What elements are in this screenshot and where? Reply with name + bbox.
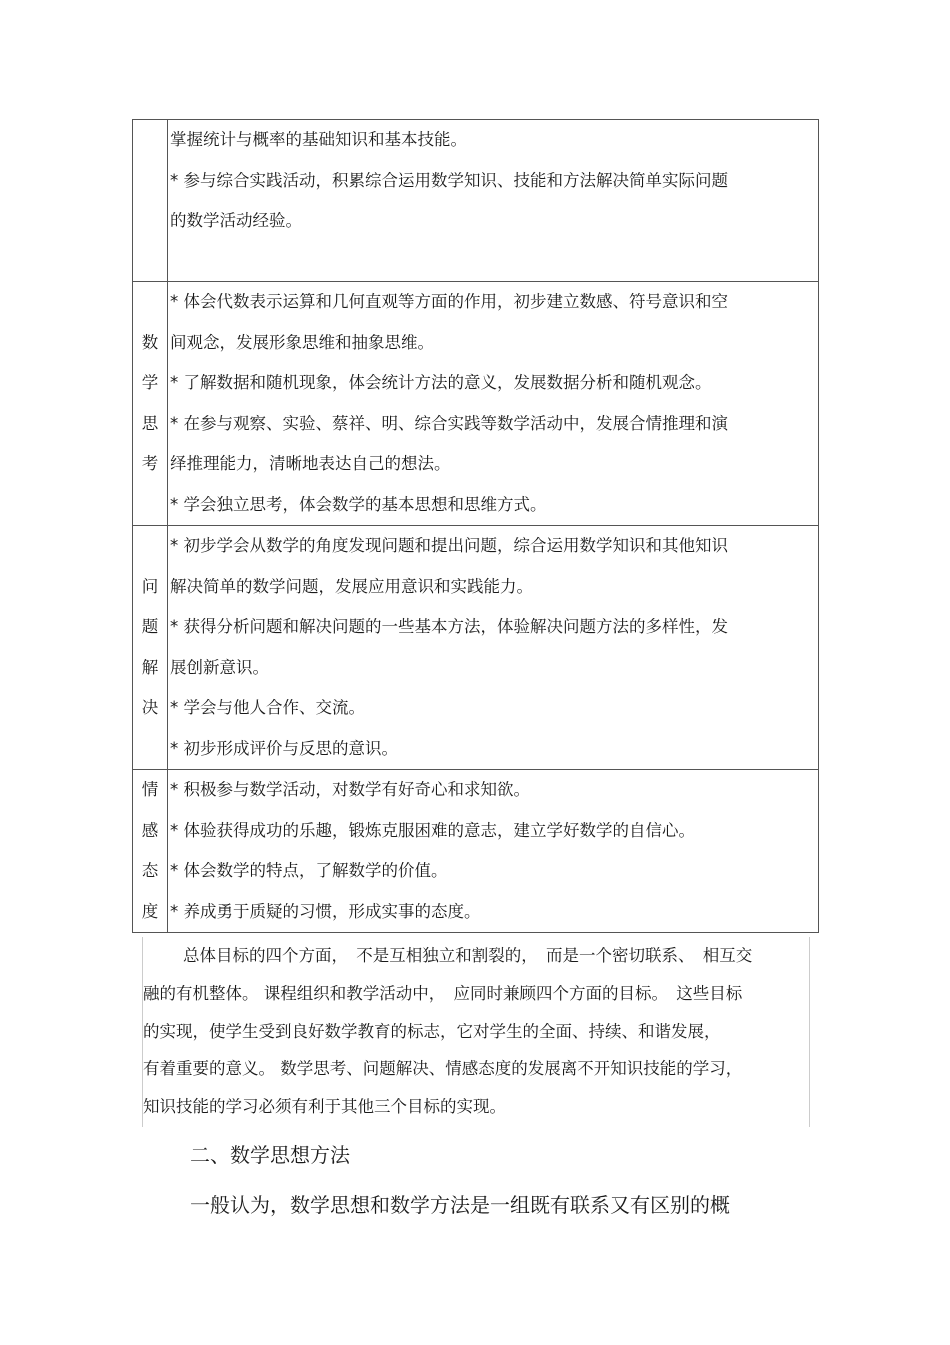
content-line: * 体会代数表示运算和几何直观等方面的作用，初步建立数感、符号意识和空 bbox=[170, 292, 728, 311]
content-line: * 体验获得成功的乐趣，锻炼克服困难的意志，建立学好数学的自信心。 bbox=[170, 820, 695, 840]
row-content-problem-solving bbox=[168, 526, 819, 770]
table-row-math-thinking bbox=[133, 282, 819, 526]
content-line: * 初步学会从数学的角度发现问题和提出问题，综合运用数学知识和其他知识 bbox=[170, 536, 728, 555]
label-char: 思 bbox=[141, 413, 159, 433]
content-line: * 了解数据和随机现象，体会统计方法的意义，发展数据分析和随机观念。 bbox=[170, 373, 712, 392]
table-row-emotion-attitude bbox=[133, 770, 819, 933]
label-char: 感 bbox=[141, 820, 159, 840]
row-label-problem-solving bbox=[133, 526, 168, 770]
content-line: * 学会独立思考，体会数学的基本思想和思维方式。 bbox=[170, 494, 547, 514]
content-line: * 在参与观察、实验、蔡祥、明、综合实践等数学活动中，发展合情推理和演 bbox=[170, 413, 728, 433]
label-char: 题 bbox=[141, 617, 159, 636]
label-char: 情 bbox=[141, 780, 159, 799]
row-content-math-thinking bbox=[168, 282, 819, 526]
content-line: * 初步形成评价与反思的意识。 bbox=[170, 738, 398, 758]
content-line: * 体会数学的特点，了解数学的价值。 bbox=[170, 861, 448, 880]
row-label-math-thinking bbox=[133, 282, 168, 526]
content-line: * 获得分析问题和解决问题的一些基本方法，体验解决问题方法的多样性，发 bbox=[170, 617, 728, 636]
content-line: 展创新意识。 bbox=[170, 657, 269, 677]
label-char: 度 bbox=[141, 901, 159, 921]
table-row-knowledge bbox=[133, 120, 819, 282]
row-label-emotion-attitude bbox=[133, 770, 168, 933]
label-char: 态 bbox=[141, 861, 159, 880]
label-char: 学 bbox=[141, 373, 159, 392]
label-char: 解 bbox=[141, 657, 159, 677]
section-heading: 二、数学思想方法 bbox=[190, 1143, 350, 1167]
content-line: * 养成勇于质疑的习惯，形成实事的态度。 bbox=[170, 901, 481, 921]
content-line: * 学会与他人合作、交流。 bbox=[170, 698, 365, 717]
row-label-empty bbox=[133, 120, 168, 282]
content-line: 的数学活动经验。 bbox=[170, 211, 302, 230]
summary-line: 融的有机整体。 课程组织和教学活动中， 应同时兼顾四个方面的目标。 这些目标 bbox=[143, 983, 743, 1003]
content-line: 绎推理能力，清晰地表达自己的想法。 bbox=[170, 454, 451, 473]
row-content-emotion-attitude bbox=[168, 770, 819, 933]
summary-line: 知识技能的学习必须有利于其他三个目标的实现。 bbox=[143, 1097, 506, 1117]
content-line: 解决简单的数学问题，发展应用意识和实践能力。 bbox=[170, 576, 533, 596]
summary-line: 有着重要的意义。 数学思考、问题解决、情感态度的发展离不开知识技能的学习， bbox=[143, 1059, 743, 1079]
content-line: * 参与综合实践活动，积累综合运用数学知识、技能和方法解决简单实际问题 bbox=[170, 170, 728, 190]
table-row-problem-solving bbox=[133, 526, 819, 770]
goals-table bbox=[132, 119, 819, 933]
summary-line: 总体目标的四个方面， 不是互相独立和割裂的， 而是一个密切联系、 相互交 bbox=[183, 946, 753, 965]
section-paragraph: 一般认为，数学思想和数学方法是一组既有联系又有区别的概 bbox=[190, 1193, 730, 1217]
label-char: 问 bbox=[141, 576, 159, 596]
row-content-knowledge bbox=[168, 120, 819, 282]
content-line: 掌握统计与概率的基础知识和基本技能。 bbox=[170, 130, 467, 149]
label-char: 决 bbox=[141, 698, 159, 717]
label-char: 考 bbox=[141, 454, 159, 473]
content-line: 间观念，发展形象思维和抽象思维。 bbox=[170, 332, 434, 352]
content-line: * 积极参与数学活动，对数学有好奇心和求知欲。 bbox=[170, 780, 530, 799]
label-char: 数 bbox=[141, 332, 159, 352]
summary-line: 的实现，使学生受到良好数学教育的标志，它对学生的全面、持续、和谐发展， bbox=[143, 1021, 721, 1041]
summary-paragraph bbox=[142, 937, 810, 1127]
